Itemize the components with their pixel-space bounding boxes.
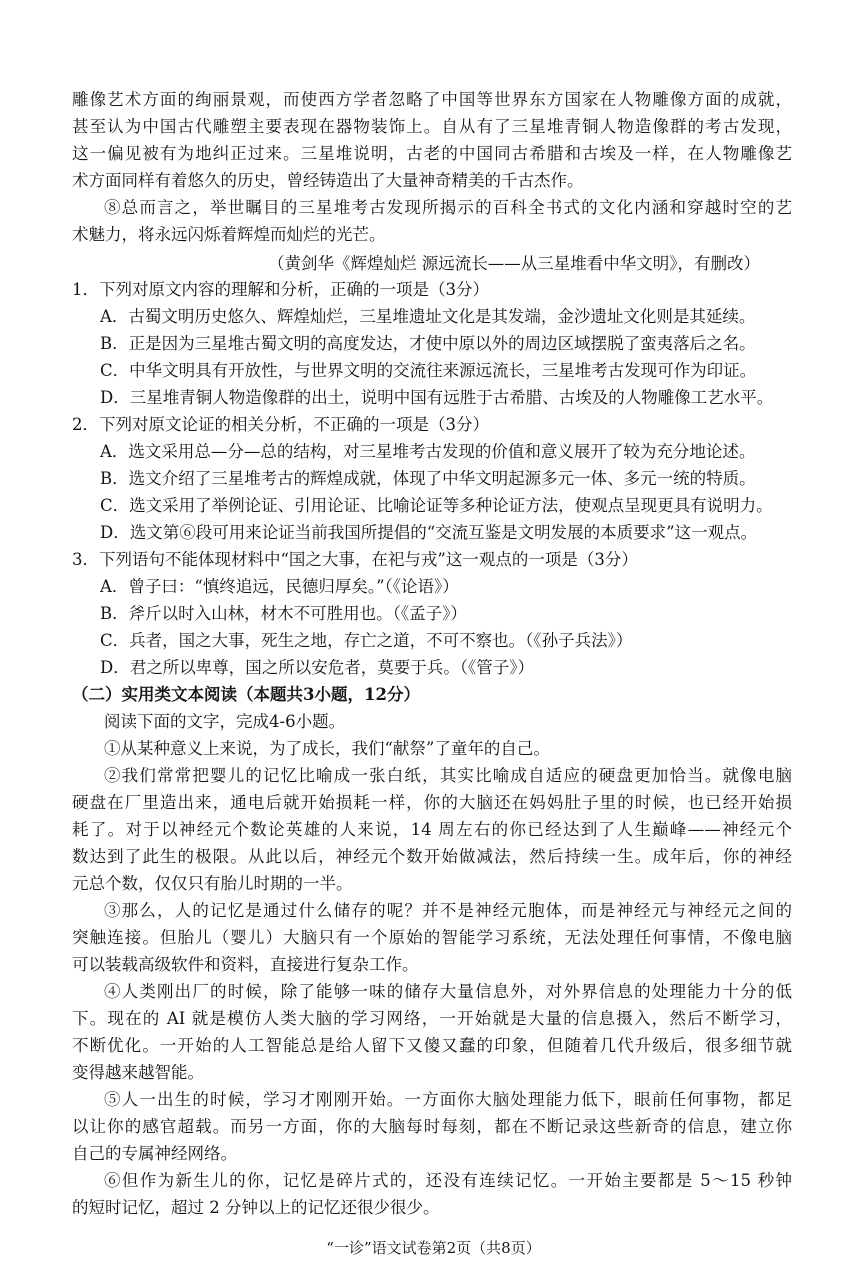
paragraph-8-line: ⑧总而言之，举世瞩目的三星堆考古发现所揭示的百科全书式的文化内涵和穿越时空的艺: [104, 198, 792, 217]
text-line: 甚至认为中国古代雕塑主要表现在器物装饰上。自从有了三星堆青铜人物造像群的考古发现，: [72, 117, 792, 136]
question-2-option-b: B．选文介绍了三星堆考古的辉煌成就，体现了中华文明起源多元一体、多元一统的特质。: [100, 469, 756, 488]
question-1-stem: 1．下列对原文内容的理解和分析，正确的一项是（3分）: [72, 280, 489, 299]
question-3-option-c: C．兵者，国之大事，死生之地，存亡之道，不可不察也。（《孙子兵法》）: [100, 631, 633, 650]
section-intro: 阅读下面的文字，完成4-6小题。: [104, 712, 346, 731]
text-line: 术方面同样有着悠久的历史，曾经铸造出了大量神奇精美的千古杰作。: [72, 171, 584, 190]
paragraph-4-line: 不断优化。一开始的人工智能总是给人留下又傻又蠢的印象，但随着几代升级后，很多细节就: [72, 1036, 792, 1055]
paragraph-5-line: ⑤人一出生的时候，学习才刚刚开始。一方面你大脑处理能力低下，眼前任何事物，都足: [104, 1090, 792, 1109]
source-citation: （黄剑华《辉煌灿烂 源远流长——从三星堆看中华文明》，有删改）: [268, 254, 760, 273]
question-2-option-a: A．选文采用总—分—总的结构，对三星堆考古发现的价值和意义展开了较为充分地论述。: [100, 442, 756, 461]
paragraph-3-line: 可以装载高级软件和资料，直接进行复杂工作。: [72, 955, 419, 974]
paragraph-5-line: 自己的专属神经网络。: [72, 1144, 237, 1163]
question-1-option-a: A．古蜀文明历史悠久、辉煌灿烂，三星堆遗址文化是其发端，金沙遗址文化则是其延续。: [100, 307, 756, 326]
question-2-stem: 2．下列对原文论证的相关分析，不正确的一项是（3分）: [72, 415, 489, 434]
paragraph-6-line: 的短时记忆，超过 2 分钟以上的记忆还很少很少。: [72, 1198, 440, 1217]
question-1-option-c: C．中华文明具有开放性，与世界文明的交流往来源远流长，三星堆考古发现可作为印证。: [100, 361, 757, 380]
paragraph-4-line: 变得越来越智能。: [72, 1063, 204, 1082]
paragraph-2-line: ②我们常常把婴儿的记忆比喻成一张白纸，其实比喻成自适应的硬盘更加恰当。就像电脑: [104, 766, 792, 785]
paragraph-4-line: ④人类刚出厂的时候，除了能够一味的储存大量信息外，对外界信息的处理能力十分的低: [104, 982, 792, 1001]
page-footer: “一诊”语文试卷第2页（共8页）: [326, 1239, 541, 1257]
paragraph-2-line: 耗了。对于以神经元个数论英雄的人来说，14 周左右的你已经达到了人生巅峰——神经元个: [72, 820, 792, 839]
section-heading: （二）实用类文本阅读（本题共3小题，12分）: [72, 685, 420, 704]
paragraph-2-line: 硬盘在厂里造出来，通电后就开始损耗一样，你的大脑还在妈妈肚子里的时候，也已经开始损: [72, 793, 792, 812]
question-2-option-c: C．选文采用了举例论证、引用论证、比喻论证等多种论证方法，使观点呈现更具有说明力。: [100, 496, 773, 515]
paragraph-1-line: ①从某种意义上来说，为了成长，我们“献祭”了童年的自己。: [104, 739, 550, 758]
question-1-option-b: B．正是因为三星堆古蜀文明的高度发达，才使中原以外的周边区域摆脱了蛮夷落后之名。: [100, 334, 756, 353]
text-line: 雕像艺术方面的绚丽景观，而使西方学者忽略了中国等世界东方国家在人物雕像方面的成就，: [72, 90, 792, 109]
question-3-stem: 3．下列语句不能体现材料中“国之大事，在祀与戎”这一观点的一项是（3分）: [72, 550, 638, 569]
question-1-option-d: D．三星堆青铜人物造像群的出土，说明中国有远胜于古希腊、古埃及的人物雕像工艺水平。: [100, 388, 774, 407]
question-3-option-b: B．斧斤以时入山林，材木不可胜用也。（《孟子》）: [100, 604, 467, 623]
question-2-option-d: D．选文第⑥段可用来论证当前我国所提倡的“交流互鉴是文明发展的本质要求”这一观点。: [100, 523, 758, 542]
paragraph-6-line: ⑥但作为新生儿的你，记忆是碎片式的，还没有连续记忆。一开始主要都是 5～15 秒钟: [104, 1171, 792, 1190]
question-3-option-d: D．君之所以卑尊，国之所以安危者，莫要于兵。（《管子》）: [100, 658, 534, 677]
question-3-option-a: A．曾子曰：“慎终追远，民德归厚矣。”（《论语》）: [100, 577, 459, 596]
paragraph-2-line: 元总个数，仅仅只有胎儿时期的一半。: [72, 874, 353, 893]
paragraph-3-line: ③那么，人的记忆是通过什么储存的呢？并不是神经元胞体，而是神经元与神经元之间的: [104, 901, 792, 920]
text-line: 这一偏见被有为地纠正过来。三星堆说明，古老的中国同古希腊和古埃及一样，在人物雕像艺: [72, 144, 792, 163]
paragraph-3-line: 突触连接。但胎儿（婴儿）大脑只有一个原始的智能学习系统，无法处理任何事情，不像电脑: [72, 928, 792, 947]
paragraph-4-line: 下。现在的 AI 就是模仿人类大脑的学习网络，一开始就是大量的信息摄入，然后不断学习，: [72, 1009, 792, 1028]
paragraph-2-line: 数达到了此生的极限。从此以后，神经元个数开始做减法，然后持续一生。成年后，你的神经: [72, 847, 792, 866]
paragraph-8-line: 术魅力，将永远闪烁着辉煌而灿烂的光芒。: [72, 225, 386, 244]
paragraph-5-line: 以让你的感官超载。而另一方面，你的大脑每时每刻，都在不断记录这些新奇的信息，建立你: [72, 1117, 792, 1136]
